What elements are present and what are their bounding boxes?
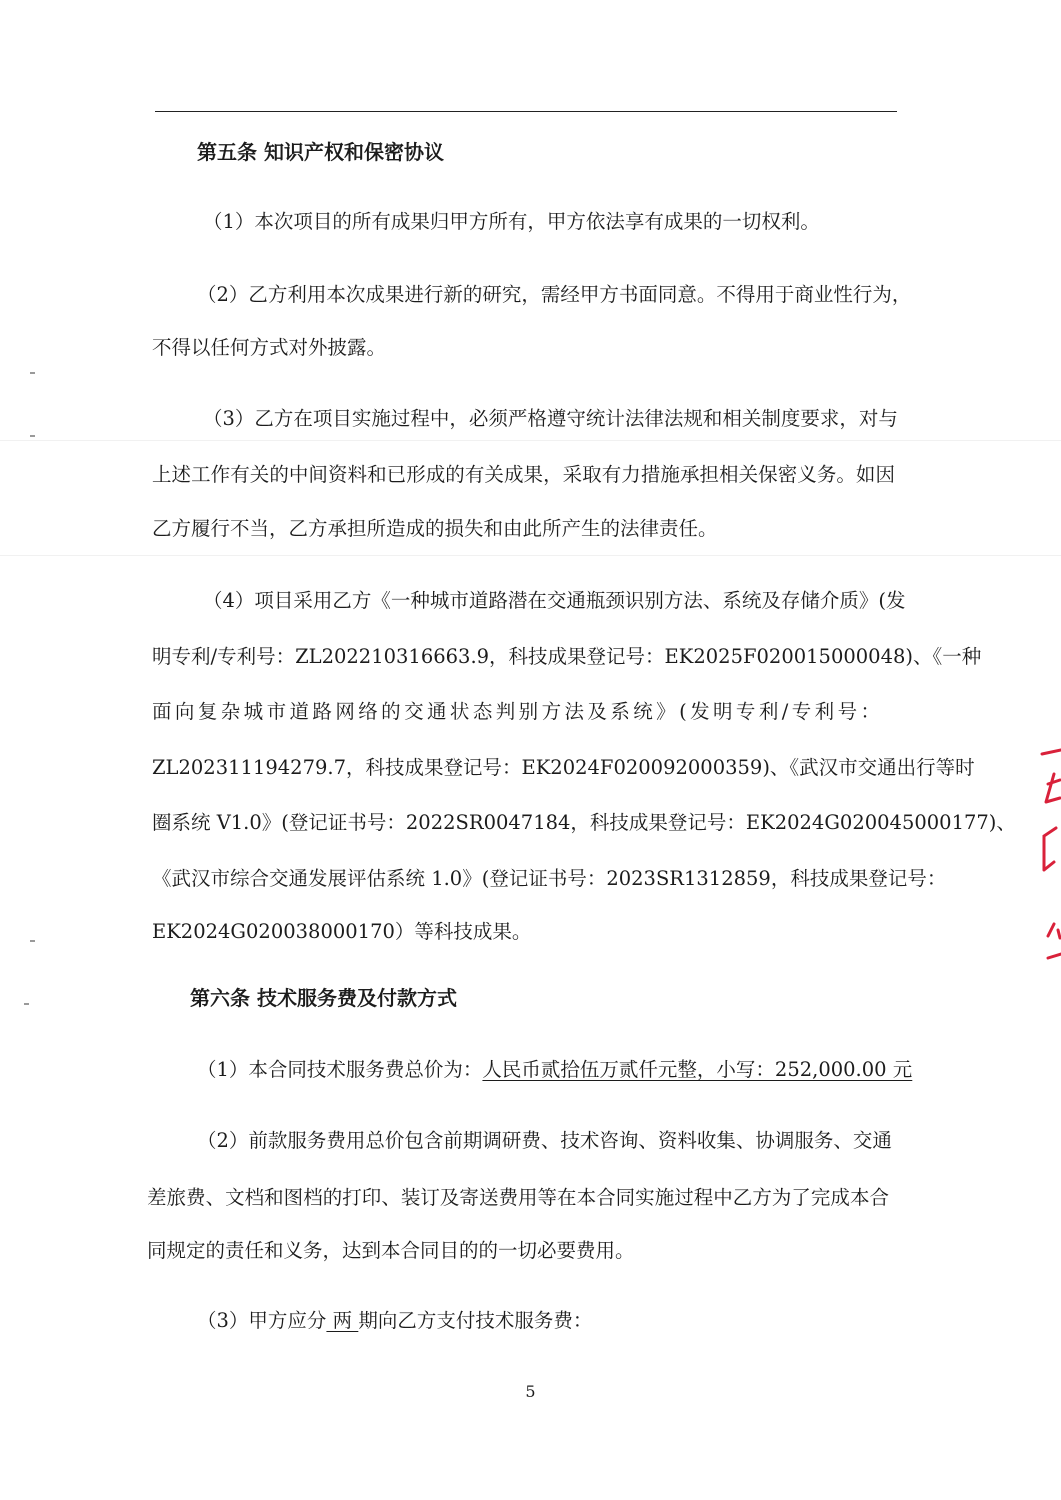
article5-p4-line7: EK2024G020038000170）等科技成果。 bbox=[152, 920, 532, 943]
article6-p2-line3: 同规定的责任和义务，达到本合同目的的一切必要费用。 bbox=[147, 1239, 635, 1262]
payment-count: 两 bbox=[326, 1309, 359, 1332]
fee-amount: 人民币贰拾伍万贰仟元整，小写：252,000.00 元 bbox=[482, 1058, 913, 1081]
header-rule bbox=[155, 111, 897, 112]
article5-p4-line3: 面向复杂城市道路网络的交通状态判别方法及系统》(发明专利/专利号： bbox=[152, 700, 880, 723]
article5-p4-line4: ZL202311194279.7，科技成果登记号：EK2024F020092000359)、《武汉市交通出行等时 bbox=[152, 756, 975, 779]
fee-label: （1）本合同技术服务费总价为： bbox=[197, 1058, 483, 1081]
article6-p2-line1: （2）前款服务费用总价包含前期调研费、技术咨询、资料收集、协调服务、交通 bbox=[197, 1129, 892, 1152]
page-number: 5 bbox=[525, 1382, 536, 1401]
article5-title: 第五条 知识产权和保密协议 bbox=[197, 140, 444, 164]
article5-p4-line1: （4）项目采用乙方《一种城市道路潜在交通瓶颈识别方法、系统及存储介质》(发 bbox=[203, 589, 906, 612]
scan-speck bbox=[24, 1003, 29, 1005]
scan-speck bbox=[30, 435, 35, 437]
article6-p2-line2: 差旅费、文档和图档的打印、装订及寄送费用等在本合同实施过程中乙方为了完成本合 bbox=[147, 1186, 889, 1209]
article6-title: 第六条 技术服务费及付款方式 bbox=[190, 986, 457, 1010]
scan-fold-line bbox=[0, 440, 1061, 441]
article6-p1 bbox=[197, 1055, 912, 1085]
article5-p4-line2: 明专利/专利号：ZL202210316663.9，科技成果登记号：EK2025F020015000048)、《一种 bbox=[152, 645, 982, 668]
scan-speck bbox=[30, 372, 35, 374]
seal-stamp-fragment bbox=[1034, 740, 1061, 970]
article5-p3-line2: 上述工作有关的中间资料和已形成的有关成果，采取有力措施承担相关保密义务。如因 bbox=[152, 463, 895, 486]
scan-speck bbox=[30, 940, 35, 942]
article5-p4-line6: 《武汉市综合交通发展评估系统 1.0》(登记证书号：2023SR1312859，科技成果登记号： bbox=[152, 867, 947, 890]
article5-p2-line1: （2）乙方利用本次成果进行新的研究，需经甲方书面同意。不得用于商业性行为， bbox=[197, 283, 912, 306]
payment-suffix: 期向乙方支付技术服务费： bbox=[358, 1309, 593, 1332]
scan-fold-line bbox=[0, 555, 1061, 556]
article5-p1: （1）本次项目的所有成果归甲方所有，甲方依法享有成果的一切权利。 bbox=[203, 210, 820, 233]
payment-label: （3）甲方应分 bbox=[197, 1309, 327, 1332]
article5-p4-line5: 圈系统 V1.0》(登记证书号：2022SR0047184，科技成果登记号：EK2024G020045000177)、 bbox=[152, 811, 1016, 834]
article5-p2-line2: 不得以任何方式对外披露。 bbox=[152, 336, 387, 359]
article6-p3 bbox=[197, 1306, 592, 1336]
article5-p3-line3: 乙方履行不当，乙方承担所造成的损失和由此所产生的法律责任。 bbox=[152, 517, 718, 540]
article5-p3-line1: （3）乙方在项目实施过程中，必须严格遵守统计法律法规和相关制度要求，对与 bbox=[203, 407, 898, 430]
